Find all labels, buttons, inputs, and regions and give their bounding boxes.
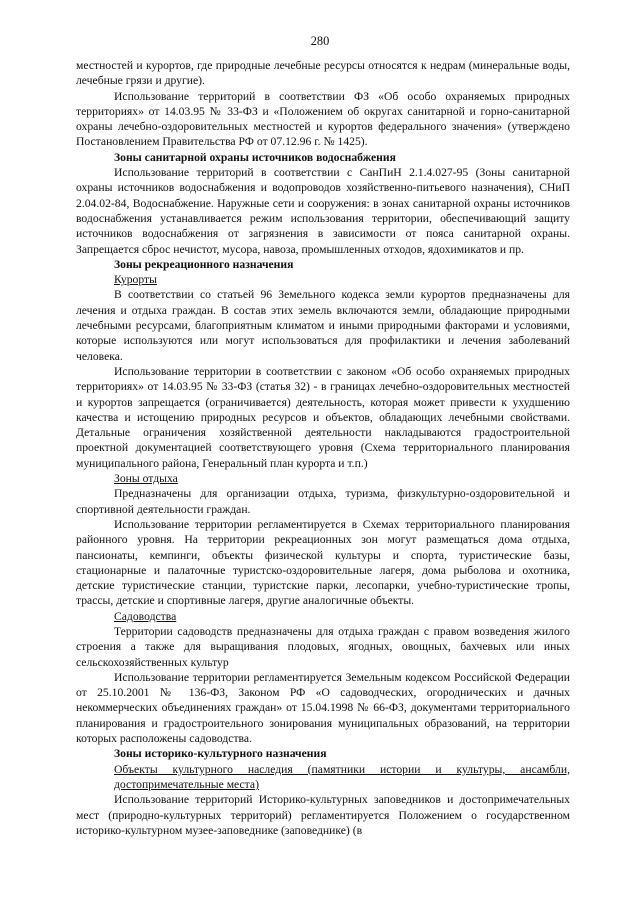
paragraph: Территории садоводств предназначены для отдыха граждан с правом возведения жилого строения а также для выращивания плодовых, ягодных, овощных, бахчевых или иных сельскохозяйственных культур <box>76 624 570 669</box>
paragraph: Использование территории регламентируется в Схемах территориального планирования районного уровня. На территории рекреационных зон могут размещаться дома отдыха, пансионаты, кемпинги, объекты физической культуры и спорта, туристические базы, стационарные и палаточные туристско-оздоровительные лагеря, дома рыболова и охотника, детские туристические станции, туристские парки, лесопарки, учебно-туристические тропы, трассы, детские и спортивные лагеря, другие аналогичные объекты. <box>76 517 570 608</box>
document-body <box>76 58 570 838</box>
paragraph: Использование территорий в соответствии ФЗ «Об особо охраняемых природных территориях» от 14.03.95 № 33-ФЗ и «Положением об округах санитарной и горно-санитарной охраны лечебно-оздоровительных местностей и курортов федерального значения» (утверждено Постановлением Правительства РФ от 07.12.96 г. № 1425). <box>76 89 570 149</box>
page-number: 280 <box>310 34 330 48</box>
section-heading: Зоны историко-культурного назначения <box>114 747 327 761</box>
subsection-heading: Объекты культурного наследия (памятники истории и культуры, ансамбли, достопримечательные места) <box>114 762 570 791</box>
section-heading: Зоны рекреационного назначения <box>114 257 294 271</box>
paragraph: Использование территории в соответствии с законом «Об особо охраняемых природных территориях» от 14.03.95 № 33-ФЗ (статья 32) - в границах лечебно-оздоровительных местностей и курортов запрещается (ограничивается) деятельность, которая может привести к ухудшению качества и истощению природных ресурсов и объектов, обладающих лечебными свойствами. Детальные ограничения хозяйственной деятельности накладываются градостроительной проектной документацией соответствующего уровня (Схема территориального планирования муниципального района, Генеральный план курорта и т.п.) <box>76 364 570 470</box>
paragraph: Использование территорий в соответствии с СанПиН 2.1.4.027-95 (Зоны санитарной охраны источников водоснабжения и водопроводов хозяйственно-питьевого назначения), СНиП 2.04.02-84, Водоснабжение. Наружные сети и сооружения: в зонах санитарной охраны источников водоснабжения устанавливается режим использования территории, обеспечивающий защиту источников водоснабжения от загрязнения в зависимости от пояса санитарной охраны. Запрещается сброс нечистот, мусора, навоза, промышленных отходов, ядохимикатов и пр. <box>76 166 570 256</box>
subsection-heading: Садоводства <box>114 609 177 623</box>
paragraph: Использование территории регламентируется Земельным кодексом Российской Федерации от 25.10.2001 № 136-ФЗ, Законом РФ «О садоводческих, огороднических и дачных некоммерческих объединениях граждан» от 15.04.1998 № 66-ФЗ, документами территориального планирования и градостроительного зонирования муниципальных образований, на территории которых расположены садоводства. <box>76 670 570 746</box>
paragraph: местностей и курортов, где природные лечебные ресурсы относятся к недрам (минеральные воды, лечебные грязи и другие). <box>76 59 570 88</box>
subsection-heading: Курорты <box>114 273 157 287</box>
paragraph: Использование территорий Историко-культурных заповедников и достопримечательных мест (природно-культурных территорий) регламентируется Положением о государственном историко-культурном музее-заповеднике (заповеднике) (в <box>76 793 570 837</box>
paragraph: В соответствии со статьей 96 Земельного кодекса земли курортов предназначены для лечения и отдыха граждан. В состав этих земель включаются земли, обладающие природными лечебными ресурсами, благоприятным климатом и иными природными факторами и условиями, которые используются или могут использоваться для профилактики и лечения заболеваний человека. <box>76 288 570 363</box>
section-heading: Зоны санитарной охраны источников водоснабжения <box>114 150 396 164</box>
paragraph: Предназначены для организации отдыха, туризма, физкультурно-оздоровительной и спортивной деятельности граждан. <box>76 487 570 516</box>
subsection-heading: Зоны отдыха <box>114 472 178 486</box>
